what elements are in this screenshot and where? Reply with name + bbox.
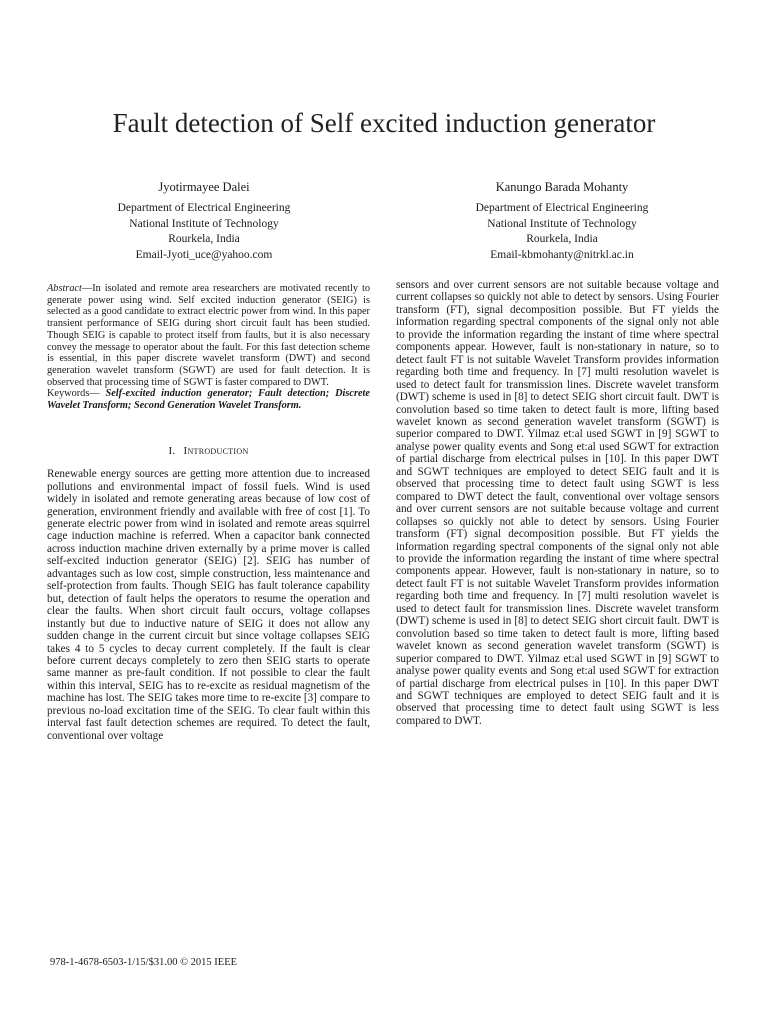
section-number: I.: [168, 444, 176, 457]
abstract: [47, 283, 370, 388]
author-block-2: [412, 180, 712, 263]
abstract-label: Abstract: [47, 283, 82, 294]
author-name: Jyotirmayee Dalei: [158, 180, 250, 194]
author-department: Department of Electrical Engineering: [475, 202, 649, 215]
introduction-continued-paragraph: sensors and over current sensors are not suitable because voltage and current collapses so quickly not able to detect by sensors. Using Fourier transform (FT), signal decomposition possible. But FT yields the information regarding spectral components of the signal only not able to provide the information regarding the instant of time where spectral components appear. However, fault is non-stationary in nature, so to detect fault FT is not suitable Wavelet Transform provides information regarding both time and frequency. In [7] multi resolution wavelet is used to detect fault for transmission lines. Discrete wavelet transform (DWT) scheme is used in [8] to detect SEIG short circuit fault. DWT is convolution based so time taken to detect fault is more, lifting based wavelet known as second generation wavelet transform (SGWT) is superior compared to DWT. Yilmaz et:al used SGWT in [9] SGWT to analyse power quality events and Song et:al used SGWT for extraction of partial discharge from electrical pulses in [10]. In this paper DWT and SGWT techniques are employed to detect SEIG fault and it is observed that processing time to detect fault using SGWT is less compared to DWT detect the fault, conventional over voltage sensors and over current sensors are not suitable because voltage and current collapses so quickly not able to detect by sensors. Using Fourier transform (FT) signal decomposition possible. But FT yields the information regarding spectral components of the signal only not able to provide the information regarding the instant of time where spectral components appear. However, fault is non-stationary in nature, so to detect fault FT is not suitable Wavelet Transform provides information regarding both time and frequency. In [7] multi resolution wavelet is used to detect fault for transmission lines. Discrete wavelet transform (DWT) scheme is used in [8] to detect SEIG short circuit fault. DWT is convolution based so time taken to detect fault is more, lifting based wavelet known as second generation wavelet transform (SGWT) is superior compared to DWT. Yilmaz et:al used SGWT in [9] SGWT to analyse power quality events and Song et:al used SGWT for extraction of partial discharge from electrical pulses in [10]. In this paper DWT and SGWT techniques are employed to detect SEIG fault and it is observed that processing time to detect fault using SGWT is less compared to DWT.: [396, 279, 719, 727]
author-location: Rourkela, India: [526, 233, 598, 246]
section-heading-introduction: [47, 445, 370, 457]
keywords-label: Keywords—: [47, 388, 106, 400]
abstract-dash: —: [81, 283, 93, 294]
author-department: Department of Electrical Engineering: [117, 202, 291, 215]
keywords: [47, 388, 370, 411]
paper-title: Fault detection of Self excited induction generator: [112, 108, 656, 138]
author-email: Email-kbmohanty@nitrkl.ac.in: [490, 248, 634, 261]
right-column: [396, 279, 719, 727]
section-title: Introduction: [183, 444, 249, 457]
introduction-paragraph: Renewable energy sources are getting more attention due to increased pollutions and environmental impact of fossil fuels. Wind is used widely in isolated and remote generating areas because of low cost of generation, environment friendly and available with free of cost [1]. To generate electric power from wind in isolated and remote areas squirrel cage induction machine is referred. When a capacitor bank connected across induction machine driven externally by a prime mover is called self-excited induction generator (SEIG) [2]. SEIG has number of advantages such as low cost, simple construction, less maintenance and self-protection from faults. Though SEIG has fault tolerance capability but, detection of fault helps the operators to resume the operation and clear the faults. When short circuit fault occurs, voltage collapses instantly but due to inductive nature of SEIG it does not allow any sudden change in the current circuit but since voltage collapses SEIG takes 4 to 5 cycles to decay current completely. If the fault is clear before current decays completely to zero then SEIG starts to operate same manner as pre-fault condition. If not possible to clear the fault within this interval, SEIG has to re-excite as residual magnetism of the machine has lost. The SEIG takes more time to re-excite [3] compare to previous no-load excitation time of the SEIG. To clear fault within this interval fast fault detection schemes are required. To detect the fault, conventional over voltage: [47, 468, 370, 742]
author-name: Kanungo Barada Mohanty: [495, 180, 629, 194]
left-column: [47, 283, 370, 742]
author-location: Rourkela, India: [168, 233, 240, 246]
author-institute: National Institute of Technology: [129, 217, 279, 230]
author-email: Email-Jyoti_uce@yahoo.com: [135, 248, 273, 261]
keywords-text: Self-excited induction generator; Fault detection; Discrete Wavelet Transform; Second Generation Wavelet Transform.: [47, 388, 370, 412]
abstract-text: In isolated and remote area researchers are motivated recently to generate power using wind. Self excited induction generator (SEIG) is selected as a good candidate to extract electric power from wind. In this paper transient performance of SEIG during short circuit fault has been studied. Though SEIG is capable to protect itself from faults, but it is also necessary convey the message to operator about the fault. For this fast detection scheme is essential, in this paper discrete wavelet transform (DWT) and second generation wavelet transform (SGWT) are used for fault detection. It is observed that processing time of SGWT is faster compared to DWT.: [47, 283, 370, 388]
author-block-1: [54, 180, 354, 263]
copyright-footer: 978-1-4678-6503-1/15/$31.00 © 2015 IEEE: [50, 957, 238, 968]
author-institute: National Institute of Technology: [487, 217, 637, 230]
